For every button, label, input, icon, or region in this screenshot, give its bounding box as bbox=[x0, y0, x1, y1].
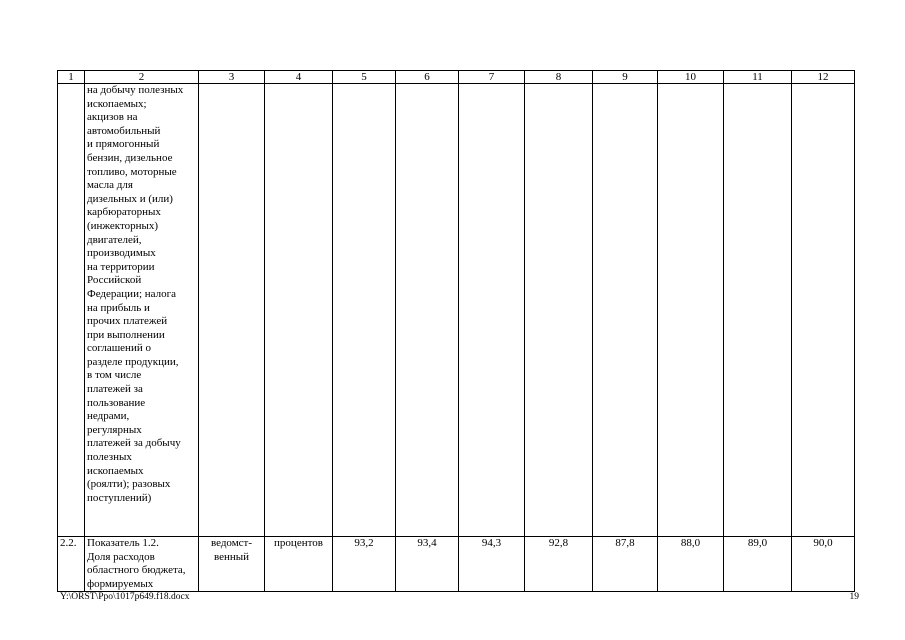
row-number-cell bbox=[58, 84, 85, 537]
empty-cell bbox=[396, 84, 459, 537]
empty-cell bbox=[459, 84, 525, 537]
description-cell: Показатель 1.2. Доля расходов областного бюджета, формируемых bbox=[85, 537, 199, 592]
table-header-row bbox=[58, 71, 855, 84]
file-path-footer: Y:\ORST\Ppo\1017p649.f18.docx bbox=[60, 592, 190, 602]
empty-cell bbox=[792, 84, 855, 537]
value-cell: 88,0 bbox=[658, 537, 724, 592]
column-header: 11 bbox=[724, 71, 792, 84]
row-number-cell: 2.2. bbox=[58, 537, 85, 592]
table-row bbox=[58, 84, 855, 537]
empty-cell bbox=[265, 84, 333, 537]
column-header: 7 bbox=[459, 71, 525, 84]
page-number: 19 bbox=[849, 592, 859, 602]
value-cell: 90,0 bbox=[792, 537, 855, 592]
source-cell: ведомст- венный bbox=[199, 537, 265, 592]
column-header: 9 bbox=[593, 71, 658, 84]
value-cell: 93,2 bbox=[333, 537, 396, 592]
column-header: 8 bbox=[525, 71, 593, 84]
column-header: 3 bbox=[199, 71, 265, 84]
indicator-table bbox=[57, 70, 855, 592]
value-cell: 89,0 bbox=[724, 537, 792, 592]
description-cell: на добычу полезных ископаемых; акцизов на автомобильный и прямогонный бензин, дизельное топливо, моторные масла для дизельных и (или) карбюраторных (инжекторных) двигателей, производимых на территории Российской Федерации; налога на прибыль и прочих платежей при выполнении соглашений о разделе продукции, в том числе платежей за пользование недрами, регулярных платежей за добычу полезных ископаемых (роялти); разовых поступлений) bbox=[85, 84, 199, 537]
empty-cell bbox=[724, 84, 792, 537]
empty-cell bbox=[658, 84, 724, 537]
unit-cell: процентов bbox=[265, 537, 333, 592]
empty-cell bbox=[199, 84, 265, 537]
column-header: 6 bbox=[396, 71, 459, 84]
column-header: 2 bbox=[85, 71, 199, 84]
column-header: 12 bbox=[792, 71, 855, 84]
value-cell: 93,4 bbox=[396, 537, 459, 592]
column-header: 4 bbox=[265, 71, 333, 84]
column-header: 10 bbox=[658, 71, 724, 84]
empty-cell bbox=[525, 84, 593, 537]
value-cell: 87,8 bbox=[593, 537, 658, 592]
column-header: 1 bbox=[58, 71, 85, 84]
table-row bbox=[58, 537, 855, 592]
empty-cell bbox=[333, 84, 396, 537]
empty-cell bbox=[593, 84, 658, 537]
value-cell: 94,3 bbox=[459, 537, 525, 592]
column-header: 5 bbox=[333, 71, 396, 84]
value-cell: 92,8 bbox=[525, 537, 593, 592]
